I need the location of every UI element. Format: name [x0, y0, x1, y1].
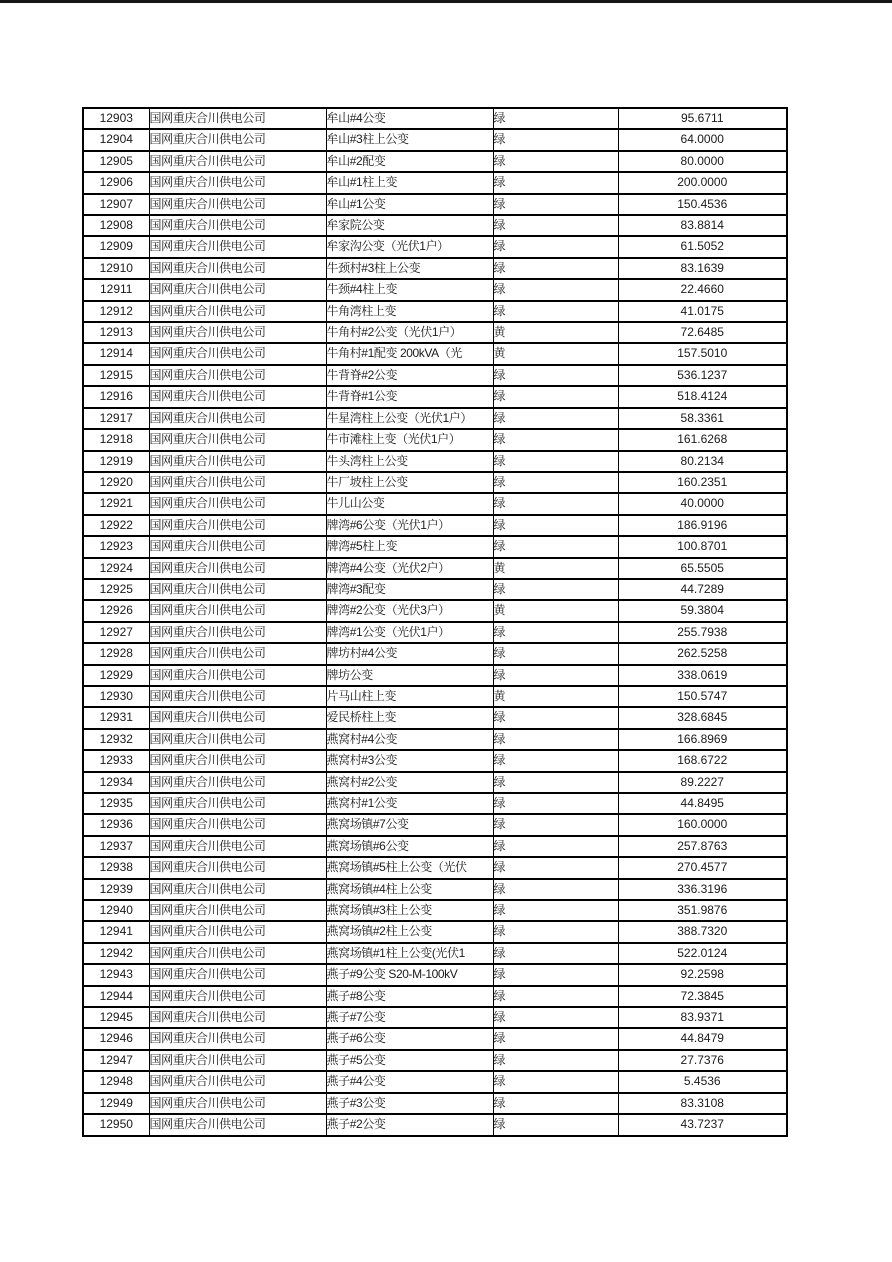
device-cell: 牛角湾柱上变 — [326, 301, 493, 322]
row-number-cell: 12938 — [83, 857, 149, 878]
table-row — [83, 814, 787, 835]
row-number-cell: 12932 — [83, 729, 149, 750]
device-cell: 牌湾#3配变 — [326, 579, 493, 600]
table-row — [83, 129, 787, 150]
company-cell: 国网重庆合川供电公司 — [149, 750, 326, 771]
value-cell: 44.7289 — [618, 579, 787, 600]
device-cell: 牌湾#1公变（光伏1户） — [326, 622, 493, 643]
row-number-cell: 12904 — [83, 129, 149, 150]
row-number-cell: 12928 — [83, 643, 149, 664]
row-number-cell: 12909 — [83, 236, 149, 257]
status-cell: 绿 — [493, 943, 618, 964]
value-cell: 262.5258 — [618, 643, 787, 664]
row-number-cell: 12907 — [83, 194, 149, 215]
value-cell: 160.0000 — [618, 814, 787, 835]
row-number-cell: 12940 — [83, 900, 149, 921]
company-cell: 国网重庆合川供电公司 — [149, 429, 326, 450]
table-row — [83, 857, 787, 878]
device-cell: 燕子#8公变 — [326, 986, 493, 1007]
table-row — [83, 772, 787, 793]
device-cell: 牛市滩柱上变（光伏1户） — [326, 429, 493, 450]
company-cell: 国网重庆合川供电公司 — [149, 857, 326, 878]
status-cell: 绿 — [493, 622, 618, 643]
device-cell: 牛颈村#3柱上公变 — [326, 258, 493, 279]
table-row — [83, 900, 787, 921]
value-cell: 44.8495 — [618, 793, 787, 814]
company-cell: 国网重庆合川供电公司 — [149, 472, 326, 493]
table-row — [83, 151, 787, 172]
row-number-cell: 12944 — [83, 986, 149, 1007]
status-cell: 绿 — [493, 1114, 618, 1135]
value-cell: 43.7237 — [618, 1114, 787, 1135]
row-number-cell: 12914 — [83, 343, 149, 364]
status-cell: 绿 — [493, 707, 618, 728]
row-number-cell: 12935 — [83, 793, 149, 814]
status-cell: 绿 — [493, 108, 618, 129]
value-cell: 83.9371 — [618, 1007, 787, 1028]
value-cell: 160.2351 — [618, 472, 787, 493]
table-row — [83, 643, 787, 664]
table-row — [83, 558, 787, 579]
status-cell: 绿 — [493, 814, 618, 835]
status-cell: 黄 — [493, 343, 618, 364]
table-row — [83, 793, 787, 814]
company-cell: 国网重庆合川供电公司 — [149, 729, 326, 750]
table-row — [83, 408, 787, 429]
table-row — [83, 386, 787, 407]
row-number-cell: 12915 — [83, 365, 149, 386]
value-cell: 83.3108 — [618, 1093, 787, 1114]
row-number-cell: 12923 — [83, 536, 149, 557]
device-cell: 牟山#1公变 — [326, 194, 493, 215]
device-cell: 燕子#5公变 — [326, 1050, 493, 1071]
device-cell: 燕子#6公变 — [326, 1028, 493, 1049]
row-number-cell: 12939 — [83, 879, 149, 900]
row-number-cell: 12920 — [83, 472, 149, 493]
row-number-cell: 12943 — [83, 964, 149, 985]
company-cell: 国网重庆合川供电公司 — [149, 579, 326, 600]
status-cell: 黄 — [493, 686, 618, 707]
device-cell: 牌湾#6公变（光伏1户） — [326, 515, 493, 536]
device-cell: 牌湾#4公变（光伏2户） — [326, 558, 493, 579]
device-cell: 燕窝场镇#4柱上公变 — [326, 879, 493, 900]
company-cell: 国网重庆合川供电公司 — [149, 172, 326, 193]
device-cell: 牛背脊#1公变 — [326, 386, 493, 407]
row-number-cell: 12945 — [83, 1007, 149, 1028]
table-row — [83, 622, 787, 643]
device-cell: 燕窝场镇#3柱上公变 — [326, 900, 493, 921]
value-cell: 72.3845 — [618, 986, 787, 1007]
device-cell: 燕窝村#2公变 — [326, 772, 493, 793]
value-cell: 518.4124 — [618, 386, 787, 407]
row-number-cell: 12925 — [83, 579, 149, 600]
company-cell: 国网重庆合川供电公司 — [149, 215, 326, 236]
row-number-cell: 12905 — [83, 151, 149, 172]
value-cell: 58.3361 — [618, 408, 787, 429]
company-cell: 国网重庆合川供电公司 — [149, 814, 326, 835]
status-cell: 绿 — [493, 451, 618, 472]
value-cell: 41.0175 — [618, 301, 787, 322]
device-cell: 牛角村#1配变 200kVA（光 — [326, 343, 493, 364]
row-number-cell: 12946 — [83, 1028, 149, 1049]
value-cell: 44.8479 — [618, 1028, 787, 1049]
row-number-cell: 12936 — [83, 814, 149, 835]
table-row — [83, 472, 787, 493]
company-cell: 国网重庆合川供电公司 — [149, 536, 326, 557]
table-row — [83, 515, 787, 536]
device-cell: 牌湾#5柱上变 — [326, 536, 493, 557]
value-cell: 80.2134 — [618, 451, 787, 472]
device-cell: 牟山#2配变 — [326, 151, 493, 172]
device-cell: 燕窝场镇#6公变 — [326, 836, 493, 857]
status-cell: 绿 — [493, 857, 618, 878]
company-cell: 国网重庆合川供电公司 — [149, 343, 326, 364]
status-cell: 绿 — [493, 964, 618, 985]
status-cell: 绿 — [493, 279, 618, 300]
row-number-cell: 12949 — [83, 1093, 149, 1114]
company-cell: 国网重庆合川供电公司 — [149, 493, 326, 514]
table-row — [83, 1071, 787, 1092]
row-number-cell: 12934 — [83, 772, 149, 793]
value-cell: 166.8969 — [618, 729, 787, 750]
company-cell: 国网重庆合川供电公司 — [149, 1071, 326, 1092]
value-cell: 150.4536 — [618, 194, 787, 215]
table-row — [83, 451, 787, 472]
row-number-cell: 12912 — [83, 301, 149, 322]
table-row — [83, 1028, 787, 1049]
status-cell: 绿 — [493, 836, 618, 857]
row-number-cell: 12921 — [83, 493, 149, 514]
device-cell: 燕窝村#3公变 — [326, 750, 493, 771]
device-cell: 燕窝村#4公变 — [326, 729, 493, 750]
table-row — [83, 279, 787, 300]
device-cell: 燕窝场镇#1柱上公变(光伏1 — [326, 943, 493, 964]
table-row — [83, 258, 787, 279]
value-cell: 61.5052 — [618, 236, 787, 257]
table-row — [83, 493, 787, 514]
company-cell: 国网重庆合川供电公司 — [149, 194, 326, 215]
table-row — [83, 1114, 787, 1135]
device-cell: 燕子#9公变 S20-M-100kV — [326, 964, 493, 985]
device-cell: 燕窝场镇#2柱上公变 — [326, 921, 493, 942]
device-cell: 牟家沟公变（光伏1户） — [326, 236, 493, 257]
table-row — [83, 194, 787, 215]
status-cell: 黄 — [493, 558, 618, 579]
value-cell: 89.2227 — [618, 772, 787, 793]
row-number-cell: 12927 — [83, 622, 149, 643]
value-cell: 64.0000 — [618, 129, 787, 150]
company-cell: 国网重庆合川供电公司 — [149, 707, 326, 728]
table-row — [83, 665, 787, 686]
status-cell: 绿 — [493, 386, 618, 407]
row-number-cell: 12918 — [83, 429, 149, 450]
device-cell: 爱民桥柱上变 — [326, 707, 493, 728]
table-row — [83, 729, 787, 750]
value-cell: 100.8701 — [618, 536, 787, 557]
status-cell: 绿 — [493, 472, 618, 493]
status-cell: 绿 — [493, 236, 618, 257]
status-cell: 绿 — [493, 301, 618, 322]
company-cell: 国网重庆合川供电公司 — [149, 322, 326, 343]
table-row — [83, 108, 787, 129]
value-cell: 255.7938 — [618, 622, 787, 643]
value-cell: 388.7320 — [618, 921, 787, 942]
row-number-cell: 12910 — [83, 258, 149, 279]
device-cell: 燕子#3公变 — [326, 1093, 493, 1114]
value-cell: 80.0000 — [618, 151, 787, 172]
row-number-cell: 12903 — [83, 108, 149, 129]
row-number-cell: 12942 — [83, 943, 149, 964]
status-cell: 绿 — [493, 986, 618, 1007]
device-cell: 片马山柱上变 — [326, 686, 493, 707]
row-number-cell: 12913 — [83, 322, 149, 343]
value-cell: 92.2598 — [618, 964, 787, 985]
device-cell: 牌坊村#4公变 — [326, 643, 493, 664]
row-number-cell: 12948 — [83, 1071, 149, 1092]
status-cell: 绿 — [493, 1050, 618, 1071]
row-number-cell: 12930 — [83, 686, 149, 707]
company-cell: 国网重庆合川供电公司 — [149, 1007, 326, 1028]
table-row — [83, 322, 787, 343]
table-row — [83, 921, 787, 942]
value-cell: 27.7376 — [618, 1050, 787, 1071]
status-cell: 绿 — [493, 1093, 618, 1114]
table-row — [83, 686, 787, 707]
table-body — [83, 108, 787, 1136]
status-cell: 绿 — [493, 900, 618, 921]
company-cell: 国网重庆合川供电公司 — [149, 600, 326, 621]
value-cell: 186.9196 — [618, 515, 787, 536]
status-cell: 绿 — [493, 793, 618, 814]
device-cell: 牛颈#4柱上变 — [326, 279, 493, 300]
value-cell: 257.8763 — [618, 836, 787, 857]
value-cell: 522.0124 — [618, 943, 787, 964]
company-cell: 国网重庆合川供电公司 — [149, 793, 326, 814]
value-cell: 5.4536 — [618, 1071, 787, 1092]
status-cell: 绿 — [493, 729, 618, 750]
table-row — [83, 215, 787, 236]
device-cell: 牟山#4公变 — [326, 108, 493, 129]
table-row — [83, 1007, 787, 1028]
company-cell: 国网重庆合川供电公司 — [149, 665, 326, 686]
status-cell: 绿 — [493, 772, 618, 793]
table-row — [83, 365, 787, 386]
row-number-cell: 12929 — [83, 665, 149, 686]
status-cell: 绿 — [493, 1028, 618, 1049]
company-cell: 国网重庆合川供电公司 — [149, 986, 326, 1007]
device-cell: 牌坊公变 — [326, 665, 493, 686]
device-cell: 牟山#3柱上公变 — [326, 129, 493, 150]
status-cell: 绿 — [493, 194, 618, 215]
company-cell: 国网重庆合川供电公司 — [149, 258, 326, 279]
table-row — [83, 429, 787, 450]
company-cell: 国网重庆合川供电公司 — [149, 129, 326, 150]
company-cell: 国网重庆合川供电公司 — [149, 108, 326, 129]
power-supply-table — [82, 107, 788, 1137]
company-cell: 国网重庆合川供电公司 — [149, 686, 326, 707]
status-cell: 绿 — [493, 429, 618, 450]
row-number-cell: 12926 — [83, 600, 149, 621]
device-cell: 燕窝场镇#5柱上公变（光伏 — [326, 857, 493, 878]
row-number-cell: 12916 — [83, 386, 149, 407]
company-cell: 国网重庆合川供电公司 — [149, 279, 326, 300]
company-cell: 国网重庆合川供电公司 — [149, 151, 326, 172]
status-cell: 绿 — [493, 408, 618, 429]
status-cell: 绿 — [493, 258, 618, 279]
company-cell: 国网重庆合川供电公司 — [149, 301, 326, 322]
value-cell: 22.4660 — [618, 279, 787, 300]
row-number-cell: 12919 — [83, 451, 149, 472]
device-cell: 牛厂坡柱上公变 — [326, 472, 493, 493]
table-row — [83, 579, 787, 600]
company-cell: 国网重庆合川供电公司 — [149, 836, 326, 857]
device-cell: 牛头湾柱上公变 — [326, 451, 493, 472]
company-cell: 国网重庆合川供电公司 — [149, 879, 326, 900]
table-row — [83, 964, 787, 985]
row-number-cell: 12922 — [83, 515, 149, 536]
company-cell: 国网重庆合川供电公司 — [149, 772, 326, 793]
status-cell: 绿 — [493, 515, 618, 536]
table-row — [83, 343, 787, 364]
row-number-cell: 12924 — [83, 558, 149, 579]
company-cell: 国网重庆合川供电公司 — [149, 236, 326, 257]
value-cell: 65.5505 — [618, 558, 787, 579]
table-row — [83, 301, 787, 322]
device-cell: 牟山#1柱上变 — [326, 172, 493, 193]
company-cell: 国网重庆合川供电公司 — [149, 1028, 326, 1049]
status-cell: 绿 — [493, 151, 618, 172]
value-cell: 157.5010 — [618, 343, 787, 364]
table-container — [82, 107, 786, 1137]
table-row — [83, 1093, 787, 1114]
value-cell: 328.6845 — [618, 707, 787, 728]
company-cell: 国网重庆合川供电公司 — [149, 515, 326, 536]
table-row — [83, 879, 787, 900]
table-row — [83, 172, 787, 193]
table-row — [83, 707, 787, 728]
row-number-cell: 12933 — [83, 750, 149, 771]
company-cell: 国网重庆合川供电公司 — [149, 943, 326, 964]
company-cell: 国网重庆合川供电公司 — [149, 900, 326, 921]
device-cell: 牛儿山公变 — [326, 493, 493, 514]
device-cell: 牌湾#2公变（光伏3户） — [326, 600, 493, 621]
window-top-edge — [0, 0, 892, 3]
value-cell: 536.1237 — [618, 365, 787, 386]
value-cell: 59.3804 — [618, 600, 787, 621]
company-cell: 国网重庆合川供电公司 — [149, 386, 326, 407]
value-cell: 161.6268 — [618, 429, 787, 450]
company-cell: 国网重庆合川供电公司 — [149, 1093, 326, 1114]
device-cell: 燕子#2公变 — [326, 1114, 493, 1135]
status-cell: 绿 — [493, 172, 618, 193]
table-row — [83, 943, 787, 964]
row-number-cell: 12937 — [83, 836, 149, 857]
value-cell: 338.0619 — [618, 665, 787, 686]
row-number-cell: 12908 — [83, 215, 149, 236]
company-cell: 国网重庆合川供电公司 — [149, 964, 326, 985]
status-cell: 绿 — [493, 921, 618, 942]
row-number-cell: 12917 — [83, 408, 149, 429]
status-cell: 绿 — [493, 1007, 618, 1028]
company-cell: 国网重庆合川供电公司 — [149, 1114, 326, 1135]
value-cell: 200.0000 — [618, 172, 787, 193]
row-number-cell: 12947 — [83, 1050, 149, 1071]
table-row — [83, 1050, 787, 1071]
company-cell: 国网重庆合川供电公司 — [149, 921, 326, 942]
status-cell: 绿 — [493, 643, 618, 664]
company-cell: 国网重庆合川供电公司 — [149, 622, 326, 643]
table-row — [83, 836, 787, 857]
table-row — [83, 236, 787, 257]
status-cell: 绿 — [493, 493, 618, 514]
value-cell: 83.8814 — [618, 215, 787, 236]
table-row — [83, 750, 787, 771]
row-number-cell: 12931 — [83, 707, 149, 728]
status-cell: 黄 — [493, 600, 618, 621]
device-cell: 牛角村#2公变（光伏1户） — [326, 322, 493, 343]
value-cell: 351.9876 — [618, 900, 787, 921]
value-cell: 150.5747 — [618, 686, 787, 707]
status-cell: 绿 — [493, 365, 618, 386]
row-number-cell: 12950 — [83, 1114, 149, 1135]
row-number-cell: 12941 — [83, 921, 149, 942]
company-cell: 国网重庆合川供电公司 — [149, 365, 326, 386]
table-row — [83, 986, 787, 1007]
value-cell: 83.1639 — [618, 258, 787, 279]
status-cell: 绿 — [493, 1071, 618, 1092]
device-cell: 燕子#7公变 — [326, 1007, 493, 1028]
status-cell: 绿 — [493, 536, 618, 557]
device-cell: 燕窝村#1公变 — [326, 793, 493, 814]
device-cell: 燕子#4公变 — [326, 1071, 493, 1092]
company-cell: 国网重庆合川供电公司 — [149, 643, 326, 664]
status-cell: 绿 — [493, 665, 618, 686]
status-cell: 绿 — [493, 879, 618, 900]
status-cell: 绿 — [493, 579, 618, 600]
company-cell: 国网重庆合川供电公司 — [149, 1050, 326, 1071]
device-cell: 牛背脊#2公变 — [326, 365, 493, 386]
table-row — [83, 536, 787, 557]
value-cell: 40.0000 — [618, 493, 787, 514]
value-cell: 168.6722 — [618, 750, 787, 771]
device-cell: 燕窝场镇#7公变 — [326, 814, 493, 835]
company-cell: 国网重庆合川供电公司 — [149, 451, 326, 472]
status-cell: 绿 — [493, 129, 618, 150]
row-number-cell: 12911 — [83, 279, 149, 300]
device-cell: 牟家院公变 — [326, 215, 493, 236]
table-row — [83, 600, 787, 621]
status-cell: 黄 — [493, 322, 618, 343]
value-cell: 72.6485 — [618, 322, 787, 343]
status-cell: 绿 — [493, 215, 618, 236]
status-cell: 绿 — [493, 750, 618, 771]
device-cell: 牛星湾柱上公变（光伏1户） — [326, 408, 493, 429]
row-number-cell: 12906 — [83, 172, 149, 193]
value-cell: 270.4577 — [618, 857, 787, 878]
company-cell: 国网重庆合川供电公司 — [149, 558, 326, 579]
value-cell: 336.3196 — [618, 879, 787, 900]
company-cell: 国网重庆合川供电公司 — [149, 408, 326, 429]
value-cell: 95.6711 — [618, 108, 787, 129]
